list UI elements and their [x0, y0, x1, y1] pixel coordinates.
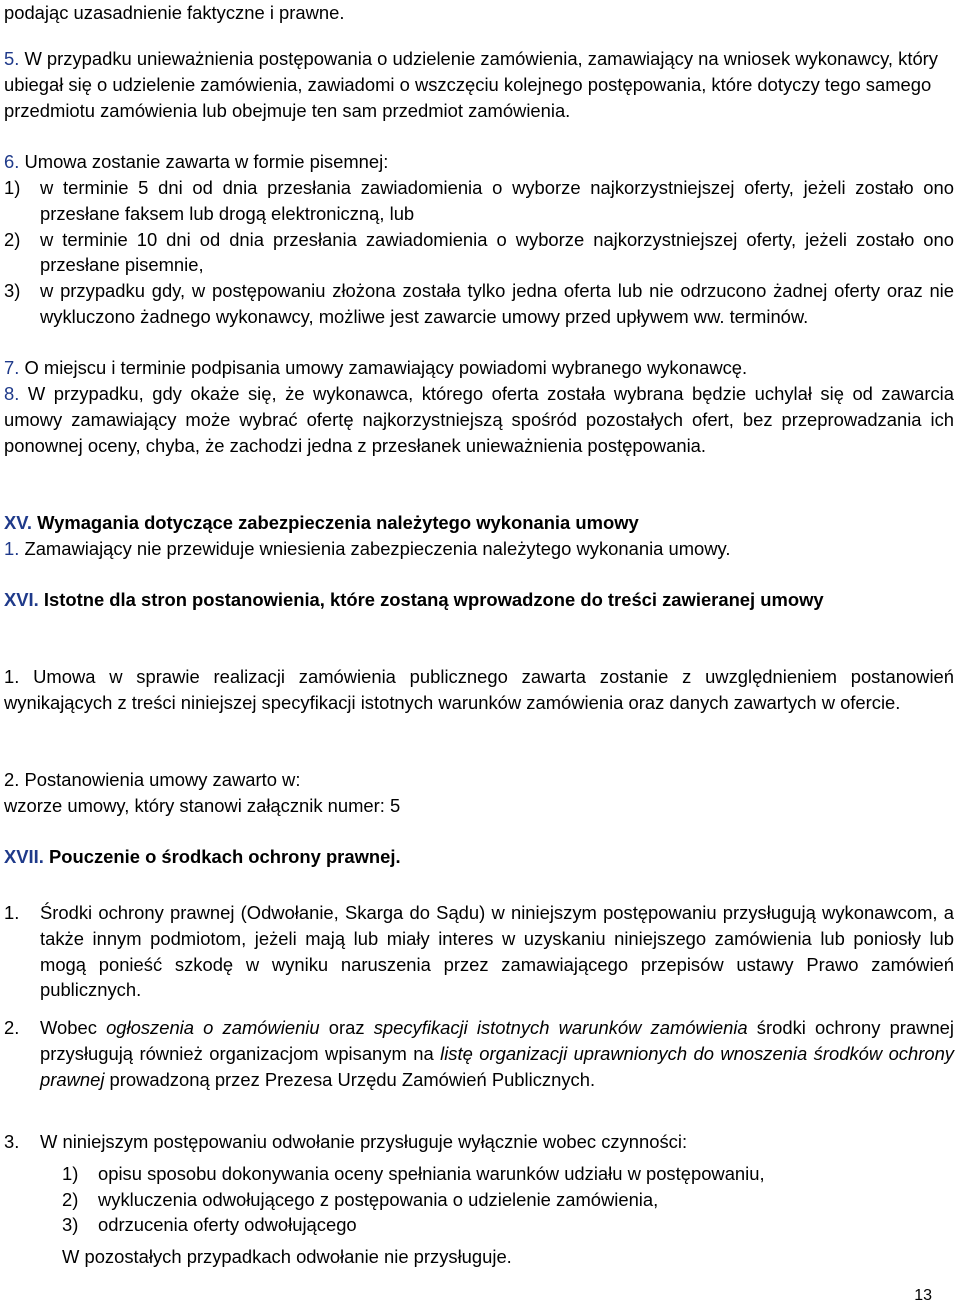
- list-item: 2) w terminie 10 dni od dnia przesłania zawiadomienia o wyborze najkorzystniejszej oferty, jeżeli zostało ono przesłane pisemnie,: [4, 228, 954, 276]
- section-xvii-item-1: 1. Środki ochrony prawnej (Odwołanie, Skarga do Sądu) w niniejszym postępowaniu przysługują wykonawcom, a także innym podmiotom, jeżeli mają lub miały interes w uzyskaniu niniejszego zamówienia lub poniosły lub mogą ponieść szkodę w wyniku naruszenia przez zamawiającego przepisów ustawy Prawo zamówień publicznych.: [4, 902, 954, 1001]
- list-item: 2) wykluczenia odwołującego z postępowania o udzielenie zamówienia,: [62, 1188, 659, 1210]
- section-xv-paragraph: 1. Zamawiający nie przewiduje wniesienia zabezpieczenia należytego wykonania umowy.: [4, 538, 731, 559]
- section-xvii-item-3: 3. W niniejszym postępowaniu odwołanie przysługuje wyłącznie wobec czynności: 1) opisu sposobu dokonywania oceny spełniania warunków udziału w postępowaniu, 2) wykluczenia odwołującego z postępowania o udzielenie zamówienia, 3) odrzucenia oferty odwołującego W pozostałych przypadkach odwołanie nie przysługuje.: [4, 1129, 954, 1270]
- list-item: 3) w przypadku gdy, w postępowaniu złożona została tylko jedna oferta lub nie odrzucono żadnej oferty oraz nie wykluczono żadnego wykonawcy, możliwe jest zawarcie umowy przed upływem ww. terminów.: [4, 280, 954, 327]
- section-heading-xvi: XVI. Istotne dla stron postanowienia, które zostaną wprowadzone do treści zawieranej umowy: [4, 589, 824, 610]
- sub-list-6: [4, 175, 954, 330]
- section-heading-xv: XV. Wymagania dotyczące zabezpieczenia należytego wykonania umowy: [4, 512, 639, 533]
- list-item: 1) opisu sposobu dokonywania oceny spełniania warunków udziału w postępowaniu,: [62, 1162, 765, 1184]
- item-number: 6.: [4, 151, 20, 172]
- paragraph-7: 7. O miejscu i terminie podpisania umowy zamawiający powiadomi wybranego wykonawcę.: [4, 357, 748, 378]
- paragraph-6: 6. Umowa zostanie zawarta w formie pisemnej:: [4, 151, 389, 172]
- closing-text: W pozostałych przypadkach odwołanie nie przysługuje.: [62, 1246, 512, 1268]
- item-number: 7.: [4, 357, 20, 378]
- list-item: 1) w terminie 5 dni od dnia przesłania zawiadomienia o wyborze najkorzystniejszej oferty, jeżeli zostało ono przesłane faksem lub drogą elektroniczną, lub: [4, 177, 954, 224]
- section-xvi-paragraph-2: 2. Postanowienia umowy zawarto w: wzorze umowy, który stanowi załącznik numer: 5: [4, 769, 401, 816]
- section-xvii-item-2: 2. Wobec ogłoszenia o zamówieniu oraz specyfikacji istotnych warunków zamówienia środki ochrony prawnej przysługują również organizacjom wpisanym na listę organizacji uprawnionych do wnoszenia środków ochrony prawnej prowadzoną przez Prezesa Urzędu Zamówień Publicznych.: [4, 1017, 955, 1090]
- item-number: 5.: [4, 48, 20, 69]
- item-number: 8.: [4, 383, 20, 404]
- paragraph-8: 8. W przypadku, gdy okaże się, że wykonawca, którego oferta została wybrana będzie uchylał się od zawarcia umowy zamawiający może wybrać ofertę najkorzystniejszą spośród pozostałych ofert, bez przeprowadzania ich ponownej oceny, chyba, że zachodzi jedna z przesłanek unieważnienia postępowania.: [4, 383, 954, 456]
- page-number: 13: [914, 1287, 932, 1304]
- list-item: 3) odrzucenia oferty odwołującego: [62, 1214, 357, 1236]
- paragraph-5: 5. W przypadku unieważnienia postępowania o udzielenie zamówienia, zamawiający na wniosek wykonawcy, który ubiegał się o udzielenie zamówienia, zawiadomi o wszczęciu kolejnego postępowania, które dotyczy tego samego przedmiotu zamówienia lub obejmuje ten sam przedmiot zamówienia.: [4, 48, 938, 121]
- section-heading-xvii: XVII. Pouczenie o środkach ochrony prawnej.: [4, 846, 401, 867]
- text-line: podając uzasadnienie faktyczne i prawne.: [4, 2, 345, 23]
- sub-list-3: [4, 1161, 954, 1270]
- section-xvi-paragraph-1: 1. Umowa w sprawie realizacji zamówienia publicznego zawarta zostanie z uwzględnieniem postanowień wynikających z treści niniejszej specyfikacji istotnych warunków zamówienia oraz danych zawartych w ofercie.: [4, 666, 954, 713]
